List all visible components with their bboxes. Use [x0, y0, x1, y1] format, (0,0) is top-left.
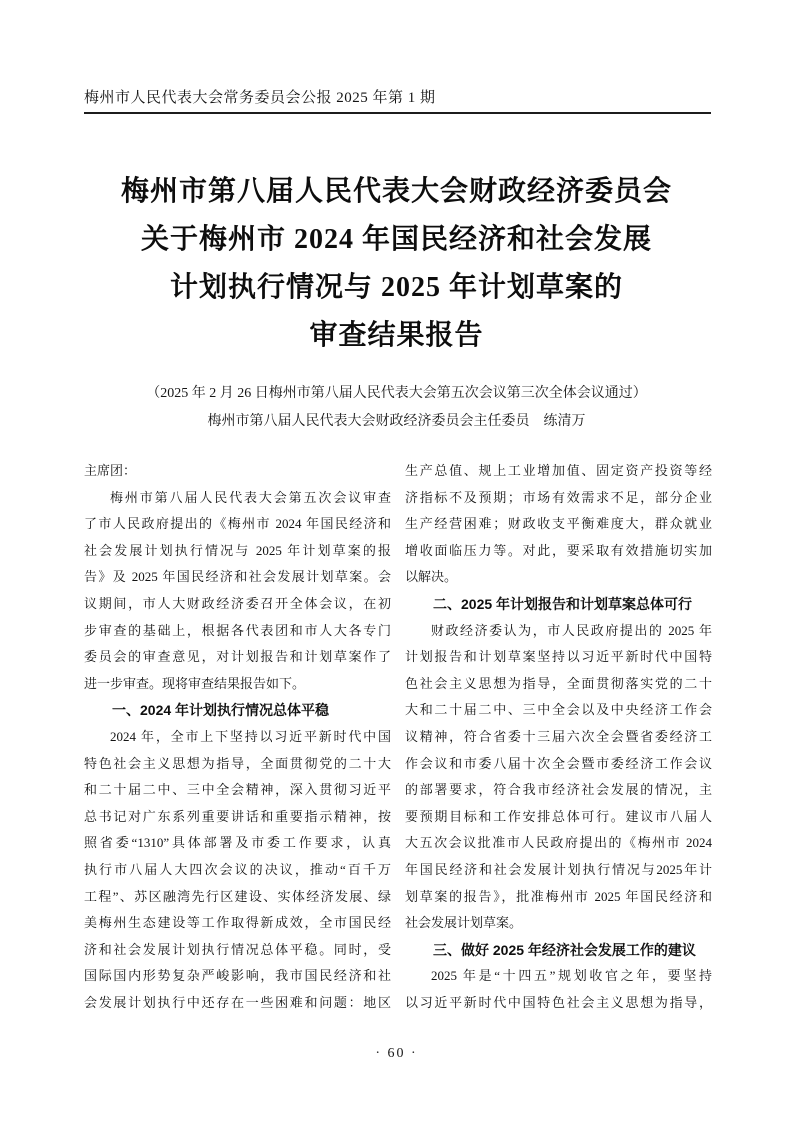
- section-heading-2: 二、2025 年计划报告和计划草案总体可行: [433, 595, 693, 612]
- presenter-line: 梅州市第八届人民代表大会财政经济委员会主任委员 练清万: [207, 414, 586, 429]
- body-line: 作会议和市委八届十次全会暨市委经济工作会议: [405, 755, 712, 771]
- body-line: 委员会的审查意见，对计划报告和计划草案作了: [84, 649, 391, 665]
- body-columns: [84, 458, 712, 1016]
- body-line: 社会发展计划草案。: [405, 915, 523, 931]
- body-line: 国际国内形势复杂严峻影响，我市国民经济和社: [84, 968, 391, 984]
- body-line: 年国民经济和社会发展计划执行情况与2025年计: [405, 861, 712, 877]
- document-title-line-3: 计划执行情况与 2025 年计划草案的: [169, 272, 623, 303]
- body-line: 计划报告和计划草案坚持以习近平新时代中国特: [405, 649, 712, 665]
- section-heading-3: 三、做好 2025 年经济社会发展工作的建议: [433, 941, 696, 958]
- body-line: 大和二十届二中、三中全会以及中央经济工作会: [405, 702, 712, 718]
- document-meta: [0, 380, 793, 436]
- body-line: 执行市八届人大四次会议的决议，推动“百千万: [84, 861, 391, 877]
- document-title-line-1: 梅州市第八届人民代表大会财政经济委员会: [120, 176, 672, 207]
- body-line: 特色社会主义思想为指导，全面贯彻党的二十大: [84, 755, 391, 771]
- body-line: 大五次会议批准市人民政府提出的《梅州市 2024: [405, 835, 712, 851]
- body-line: 社会发展计划执行情况与 2025 年计划草案的报: [84, 542, 391, 558]
- body-line: 告》及 2025 年国民经济和社会发展计划草案。会: [84, 569, 391, 585]
- body-line: 了市人民政府提出的《梅州市 2024 年国民经济和: [84, 516, 391, 532]
- body-line: 美梅州生态建设等工作取得新成效，全市国民经: [84, 915, 391, 931]
- right-column: [405, 458, 712, 1016]
- adoption-note: （2025 年 2 月 26 日梅州市第八届人民代表大会第五次会议第三次全体会议通过）: [146, 386, 647, 401]
- body-line: 议期间，市人大财政经济委召开全体会议，在初: [84, 595, 391, 611]
- body-line: 色社会主义思想为指导，全面贯彻落实党的二十: [405, 675, 712, 691]
- body-line: 生产总值、规上工业增加值、固定资产投资等经: [405, 463, 712, 478]
- document-title-line-2: 关于梅州市 2024 年国民经济和社会发展: [140, 224, 652, 255]
- body-line: 步审查的基础上，根据各代表团和市人大各专门: [84, 622, 391, 638]
- body-line: 划草案的报告》，批准梅州市 2025 年国民经济和: [405, 888, 712, 904]
- body-line: 要预期目标和工作安排总体可行。建议市八届人: [405, 808, 712, 824]
- salutation-line: 主席团：: [84, 463, 137, 478]
- page-number: · 60 ·: [375, 1046, 418, 1061]
- body-line: 生产经营困难；财政收支平衡难度大，群众就业: [405, 516, 712, 532]
- body-line: 照省委“1310”具体部署及市委工作要求，认真: [84, 835, 391, 851]
- body-line: 增收面临压力等。对此，要采取有效措施切实加: [405, 542, 712, 558]
- body-line: 2025 年是“十四五”规划收官之年，要坚持: [431, 968, 712, 984]
- body-line: 以解决。: [405, 569, 458, 585]
- body-line: 总书记对广东系列重要讲话和重要指示精神，按: [84, 808, 391, 824]
- header-divider: [84, 112, 711, 114]
- body-line: 财政经济委认为，市人民政府提出的 2025 年: [431, 622, 712, 638]
- body-line: 的部署要求，符合我市经济社会发展的情况，主: [405, 782, 712, 798]
- body-line: 以习近平新时代中国特色社会主义思想为指导，: [405, 994, 712, 1010]
- body-line: 济和社会发展计划执行情况总体平稳。同时，受: [84, 941, 391, 957]
- body-line: 议精神，符合省委十三届六次全会暨省委经济工: [405, 728, 712, 744]
- body-line: 梅州市第八届人民代表大会第五次会议审查: [110, 489, 391, 505]
- document-title-line-4: 审查结果报告: [309, 320, 484, 351]
- section-heading-1: 一、2024 年计划执行情况总体平稳: [112, 702, 330, 719]
- running-header: 梅州市人民代表大会常务委员会公报 2025 年第 1 期: [84, 90, 436, 106]
- body-line: 会发展计划执行中还存在一些困难和问题：地区: [84, 994, 391, 1010]
- body-line: 济指标不及预期；市场有效需求不足，部分企业: [405, 489, 712, 505]
- body-line: 进一步审查。现将审查结果报告如下。: [84, 675, 306, 691]
- body-line: 和二十届二中、三中全会精神，深入贯彻习近平: [84, 782, 391, 798]
- left-column: [84, 458, 391, 1016]
- document-title: [0, 168, 793, 360]
- body-line: 工程”、苏区融湾先行区建设、实体经济发展、绿: [84, 888, 391, 904]
- body-line: 2024 年，全市上下坚持以习近平新时代中国: [110, 728, 391, 744]
